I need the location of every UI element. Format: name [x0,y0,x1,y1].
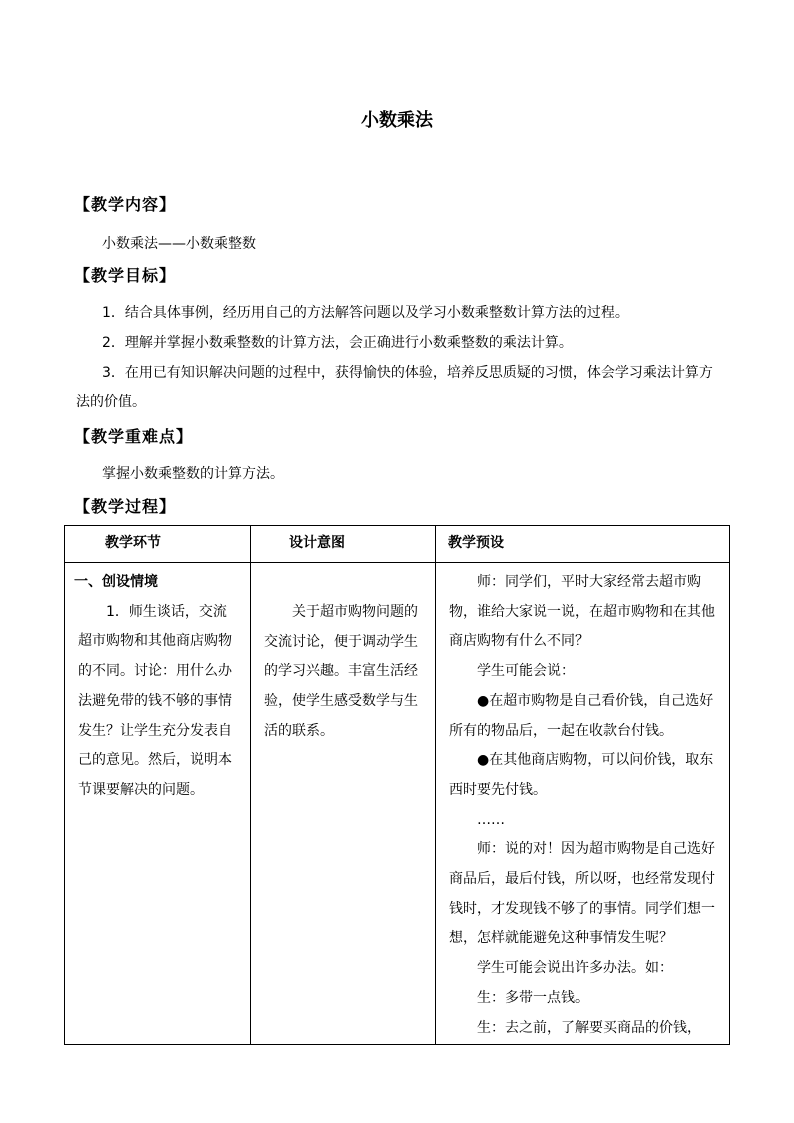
header-stage: 教学环节 [65,526,251,563]
plan-paragraph: 学生可能会说出许多办法。如： [477,960,673,977]
goal-item-3: 3．在用已有知识解决问题的过程中，获得愉快的体验，培养反思质疑的习惯，体会学习乘法计算方法的价值。 [76,365,713,410]
table-row [65,563,730,1045]
goal-item-1: 1．结合具体事例，经历用自己的方法解答问题以及学习小数乘整数计算方法的过程。 [102,305,629,321]
key-points-text: 掌握小数乘整数的计算方法。 [102,466,284,482]
plan-paragraph: ●在其他商店购物，可以问价钱，取东西时要先付钱。 [449,752,714,798]
stage-section-title: 一、创设情境 [74,574,158,590]
stage-text: 1．师生谈话，交流超市购物和其他商店购物的不同。讨论：用什么办法避免带的钱不够的事情 发生？让学生充分发表自己的意见。然后，说明本节课要解决的问题。 [78,603,232,798]
intent-cell [251,563,436,1045]
plan-paragraph: 学生可能会说： [477,663,575,680]
process-table [64,525,730,1045]
content-text: 小数乘法——小数乘整数 [102,236,256,252]
plan-paragraph: ●在超市购物是自己看价钱，自己选好所有的物品后，一起在收款台付钱。 [449,692,714,739]
heading-content: 【教学内容】 [74,195,177,214]
heading-process: 【教学过程】 [74,497,177,516]
plan-paragraph: 生：多带一点钱。 [477,989,589,1006]
plan-paragraph: 师：说的对！因为超市购物是自己选好商品后，最后付钱，所以呀，也经常发现付钱时，才发现钱不够了的事情。同学们想一想，怎样就能避免这种事情发生呢？ [449,841,715,947]
plan-paragraph: 生：去之前，了解要买商品的价钱， [477,1019,701,1036]
goal-item-2: 2．理解并掌握小数乘整数的计算方法，会正确进行小数乘整数的乘法计算。 [102,335,573,351]
header-intent: 设计意图 [251,526,436,563]
plan-cell [436,563,730,1045]
plan-paragraph: …… [477,811,505,828]
stage-cell [65,563,251,1045]
table-header-row [65,526,730,563]
page-title: 小数乘法 [361,110,433,131]
heading-goals: 【教学目标】 [74,266,177,285]
header-plan: 教学预设 [436,526,730,563]
plan-paragraph: 师：同学们，平时大家经常去超市购物，谁给大家说一说，在超市购物和在其他商店购物有什么不同？ [449,574,715,650]
heading-key-points: 【教学重难点】 [74,427,194,446]
intent-text: 关于超市购物问题的交流讨论，便于调动学生的学习兴趣。丰富生活经验，使学生感受数学与生活的联系。 [264,604,418,739]
